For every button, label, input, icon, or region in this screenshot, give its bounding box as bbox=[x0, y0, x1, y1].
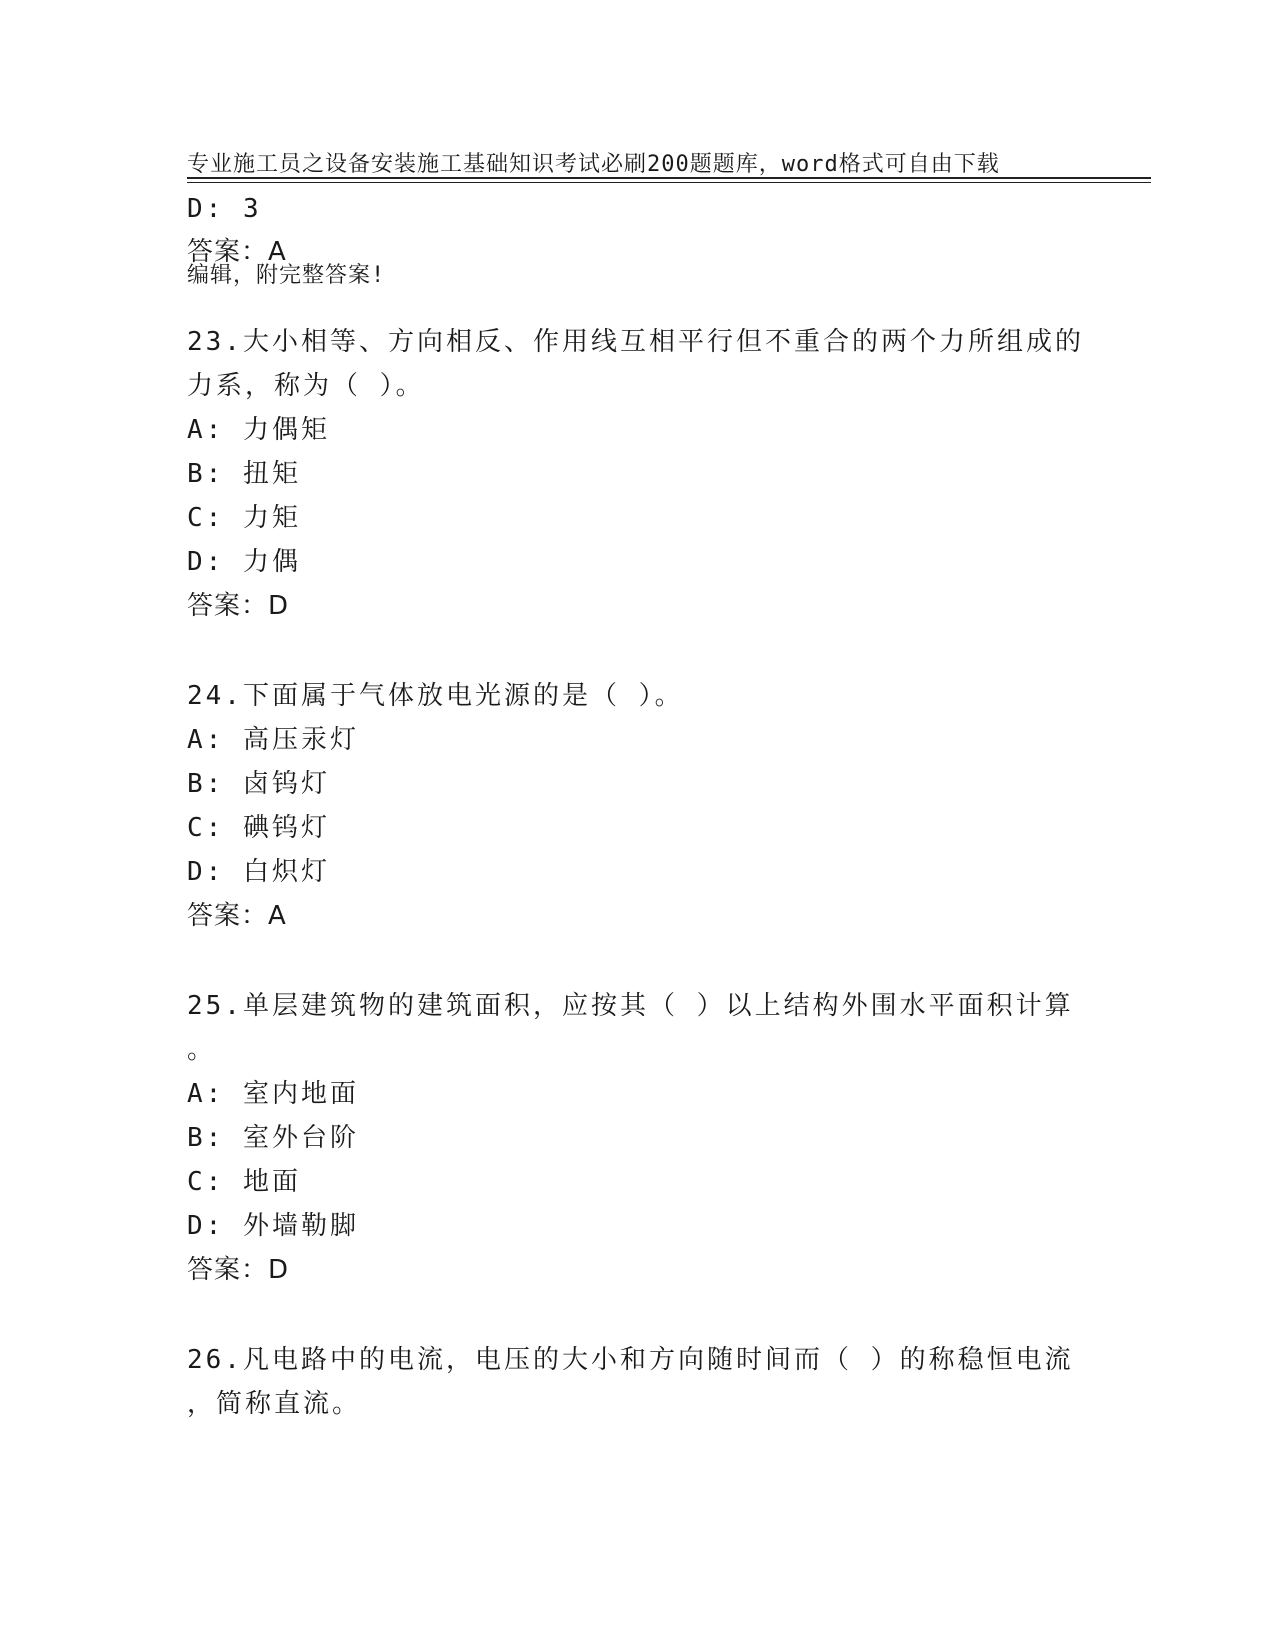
header-title-line-1: 专业施工员之设备安装施工基础知识考试必刷200题题库，word格式可自由下载 bbox=[187, 152, 1000, 177]
q24-stem-line-1: 24.下面属于气体放电光源的是（ ）。 bbox=[187, 681, 684, 711]
q23-option-d: D: 力偶 bbox=[187, 547, 301, 577]
q25-answer: 答案：D bbox=[187, 1255, 290, 1285]
q23-stem-line-1: 23.大小相等、方向相反、作用线互相平行但不重合的两个力所组成的 bbox=[187, 327, 1084, 357]
q22-option-d: D: 3 bbox=[187, 194, 262, 224]
q24-option-c: C: 碘钨灯 bbox=[187, 813, 330, 843]
q25-stem-line-2: 。 bbox=[187, 1035, 217, 1065]
q24-option-a: A: 高压汞灯 bbox=[187, 725, 359, 755]
q26-stem-line-2: ，简称直流。 bbox=[187, 1389, 362, 1419]
q25-option-d: D: 外墙勒脚 bbox=[187, 1211, 359, 1241]
q23-option-c: C: 力矩 bbox=[187, 503, 301, 533]
q24-answer: 答案：A bbox=[187, 901, 287, 931]
q24-option-b: B: 卤钨灯 bbox=[187, 769, 330, 799]
q23-option-a: A: 力偶矩 bbox=[187, 415, 330, 445]
q22-answer: 答案：A bbox=[187, 237, 287, 267]
q23-option-b: B: 扭矩 bbox=[187, 459, 301, 489]
q23-answer: 答案：D bbox=[187, 591, 290, 621]
q24-option-d: D: 白炽灯 bbox=[187, 857, 330, 887]
header-title-line-2: 编辑，附完整答案! bbox=[187, 263, 386, 288]
q25-option-b: B: 室外台阶 bbox=[187, 1123, 359, 1153]
q25-option-c: C: 地面 bbox=[187, 1167, 301, 1197]
header-divider-thick bbox=[187, 177, 1151, 179]
q25-stem-line-1: 25.单层建筑物的建筑面积，应按其（ ）以上结构外围水平面积计算 bbox=[187, 991, 1074, 1021]
q26-stem-line-1: 26.凡电路中的电流，电压的大小和方向随时间而（ ）的称稳恒电流 bbox=[187, 1345, 1074, 1375]
q23-stem-line-2: 力系，称为（ ）。 bbox=[187, 371, 425, 401]
header-divider-thin bbox=[187, 182, 1151, 183]
q25-option-a: A: 室内地面 bbox=[187, 1079, 359, 1109]
